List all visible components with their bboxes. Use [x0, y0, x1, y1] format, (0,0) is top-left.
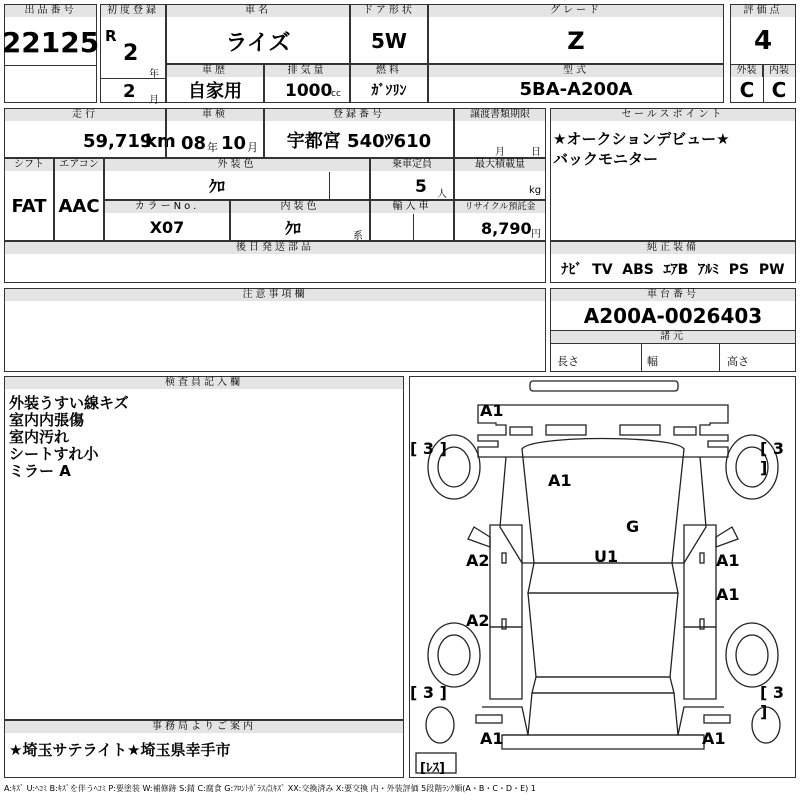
capacity-box — [370, 158, 454, 200]
score-box — [730, 4, 796, 103]
capacity: 5 — [415, 177, 427, 197]
office-header: 事務局よりご案内 — [5, 721, 403, 733]
height-label: 高さ — [727, 355, 749, 368]
registration-number-header: 登録番号 — [265, 109, 453, 121]
damage-left-rear-door: A2 — [466, 611, 490, 630]
inspection-header: 車検 — [167, 109, 263, 121]
inspection-box — [166, 108, 264, 158]
later-parts-box — [4, 241, 546, 283]
office-box — [4, 720, 404, 778]
model-type-header: 型式 — [429, 65, 723, 77]
transfer-doc-header: 譲渡書類期限 — [455, 109, 545, 121]
color-no: X07 — [149, 217, 185, 237]
displacement: 1000 — [285, 81, 333, 101]
damage-left-front-door: A2 — [466, 551, 490, 570]
fuel: ｶﾞｿﾘﾝ — [371, 82, 407, 99]
inspection-year: 08 — [181, 133, 207, 154]
chassis-number: A200A-0026403 — [583, 304, 763, 328]
color-no-box — [104, 200, 230, 241]
transfer-day-unit: 日 — [531, 147, 541, 158]
reg-year: 2 — [123, 41, 139, 66]
chassis-box — [550, 288, 796, 372]
inspector-note: ミラー A — [9, 462, 71, 480]
grade-header: グレード — [429, 5, 723, 17]
inspector-box — [4, 376, 404, 720]
int-color-box — [230, 200, 370, 241]
width-label: 幅 — [647, 355, 658, 368]
options-header: 純正装備 — [551, 242, 795, 254]
inspector-note: 外装うすい線キズ — [9, 394, 129, 412]
score: 4 — [753, 26, 773, 56]
ext-color: ｸﾛ — [208, 176, 225, 196]
exterior-score-header: 外装 — [731, 65, 763, 77]
interior-score: C — [771, 77, 787, 102]
aircon-header: エアコン — [55, 159, 103, 171]
registration-number: 宇都宮 540ﾂ610 — [286, 131, 432, 152]
int-color: ｸﾛ — [284, 218, 301, 238]
car-name-box — [166, 4, 350, 64]
recycle-header: リサイクル預託金 — [455, 201, 545, 213]
caution-header: 注意事項欄 — [5, 289, 545, 301]
transfer-doc-box — [454, 108, 546, 158]
sales-point-line: ★オークションデビュー★ — [553, 130, 730, 148]
max-load-unit: kg — [529, 185, 542, 196]
recycle-amount: 8,790 — [481, 219, 532, 238]
spare-tire-label: [ﾚｽ] — [420, 761, 445, 776]
door-type: 5W — [371, 29, 407, 53]
damage-diagram — [409, 376, 796, 778]
inspector-note: シートすれ小 — [9, 445, 99, 463]
import-box — [370, 200, 454, 241]
model-type-box — [428, 64, 724, 103]
history-header: 車歴 — [167, 65, 263, 77]
ext-color-box — [104, 158, 370, 200]
lot-number-box — [1, 4, 100, 103]
later-parts-header: 後日発送部品 — [5, 242, 545, 254]
first-registration-box — [100, 4, 166, 106]
history-box — [166, 64, 264, 103]
max-load-box — [454, 158, 546, 200]
reg-month-unit: 月 — [149, 95, 159, 106]
inspector-note: 室内内張傷 — [9, 411, 85, 429]
damage-rear-left: A1 — [480, 729, 504, 748]
sales-point-line: バックモニター — [553, 150, 659, 168]
int-color-suffix: 系 — [353, 231, 363, 242]
inspection-year-unit: 年 — [207, 141, 218, 154]
caution-box — [4, 288, 546, 372]
damage-right-rear-door: A1 — [716, 585, 740, 604]
shift-box — [4, 158, 54, 241]
history: 自家用 — [188, 80, 242, 102]
damage-right-front-door: A1 — [716, 551, 740, 570]
inspector-note: 室内汚れ — [9, 428, 70, 446]
damage-rear-right: A1 — [702, 729, 726, 748]
capacity-unit: 人 — [437, 189, 447, 200]
reg-month: 2 — [123, 81, 136, 102]
grade-box — [428, 4, 724, 64]
displacement-unit: cc — [331, 89, 341, 99]
options-box — [550, 241, 796, 283]
fuel-box — [350, 64, 428, 103]
car-name: ライズ — [225, 30, 291, 56]
reg-year-unit: 年 — [149, 69, 159, 80]
tread-front-right: [ 3 ] — [760, 439, 785, 477]
shift: FAT — [11, 196, 47, 217]
int-color-header: 内装色 — [231, 201, 369, 213]
chassis-header: 車台番号 — [551, 289, 795, 301]
length-label: 長さ — [557, 355, 579, 368]
damage-windshield: G — [626, 517, 640, 536]
model-type: 5BA-A200A — [519, 79, 633, 100]
import-header: 輸入車 — [371, 201, 453, 213]
options: ﾅﾋﾞ TV ABS ｴｱB ｱﾙﾐ PS PW — [561, 262, 785, 278]
lot-number-header: 出品番号 — [5, 5, 96, 17]
tread-rear-left: [ 3 ] — [410, 683, 447, 702]
recycle-unit: 円 — [531, 229, 541, 240]
aircon-box — [54, 158, 104, 241]
tread-rear-right: [ 3 ] — [760, 683, 785, 721]
mileage-box — [4, 108, 176, 158]
max-load-header: 最大積載量 — [455, 159, 545, 171]
lot-number: 22125 — [1, 25, 100, 59]
door-header: ドア形状 — [351, 5, 427, 17]
sales-point-header: セールスポイント — [551, 109, 795, 121]
car-name-header: 車名 — [167, 5, 349, 17]
fuel-header: 燃料 — [351, 65, 427, 77]
damage-hood: A1 — [548, 471, 572, 490]
sales-point-box — [550, 108, 796, 241]
inspection-month: 10 — [221, 133, 247, 154]
damage-roof: U1 — [594, 547, 619, 566]
mileage-unit: km — [145, 131, 176, 152]
displacement-box — [264, 64, 350, 103]
legend: A:ｷｽﾞ U:ﾍｺﾐ B:ｷｽﾞを伴うﾍｺﾐ P:要塗装 W:補修跡 S:錆 C:腐食 G:ﾌﾛﾝﾄｶﾞﾗｽ点ｷｽﾞ XX:交換済み X:要交換 内・外装評価 5段階ﾗﾝｸ順(A・B・C・D・E) 1 — [4, 784, 536, 793]
transfer-month-unit: 月 — [495, 147, 505, 158]
exterior-score: C — [739, 77, 755, 102]
grade: Z — [567, 27, 585, 55]
era-label: R — [105, 27, 117, 45]
damage-front-bumper: A1 — [480, 401, 504, 420]
tread-front-left: [ 3 ] — [410, 439, 447, 458]
score-header: 評価点 — [731, 5, 795, 17]
ext-color-header: 外装色 — [105, 159, 369, 171]
shift-header: シフト — [5, 159, 53, 171]
inspector-header: 検査員記入欄 — [5, 377, 403, 389]
inspection-month-unit: 月 — [247, 141, 258, 154]
aircon: AAC — [58, 196, 100, 217]
specs-header: 諸元 — [551, 330, 795, 343]
registration-number-box — [264, 108, 454, 158]
first-registration-header: 初度登録 — [101, 5, 165, 17]
door-box — [350, 4, 428, 64]
recycle-box — [454, 200, 546, 241]
interior-score-header: 内装 — [763, 65, 795, 77]
color-no-header: カラーNo. — [105, 201, 229, 213]
car-diagram-svg — [410, 377, 795, 777]
capacity-header: 乗車定員 — [371, 159, 453, 171]
displacement-header: 排気量 — [265, 65, 349, 77]
mileage-header: 走行 — [5, 109, 165, 121]
mileage: 59,719 — [83, 131, 153, 152]
office-note: ★埼玉サテライト★埼玉県幸手市 — [9, 741, 231, 759]
